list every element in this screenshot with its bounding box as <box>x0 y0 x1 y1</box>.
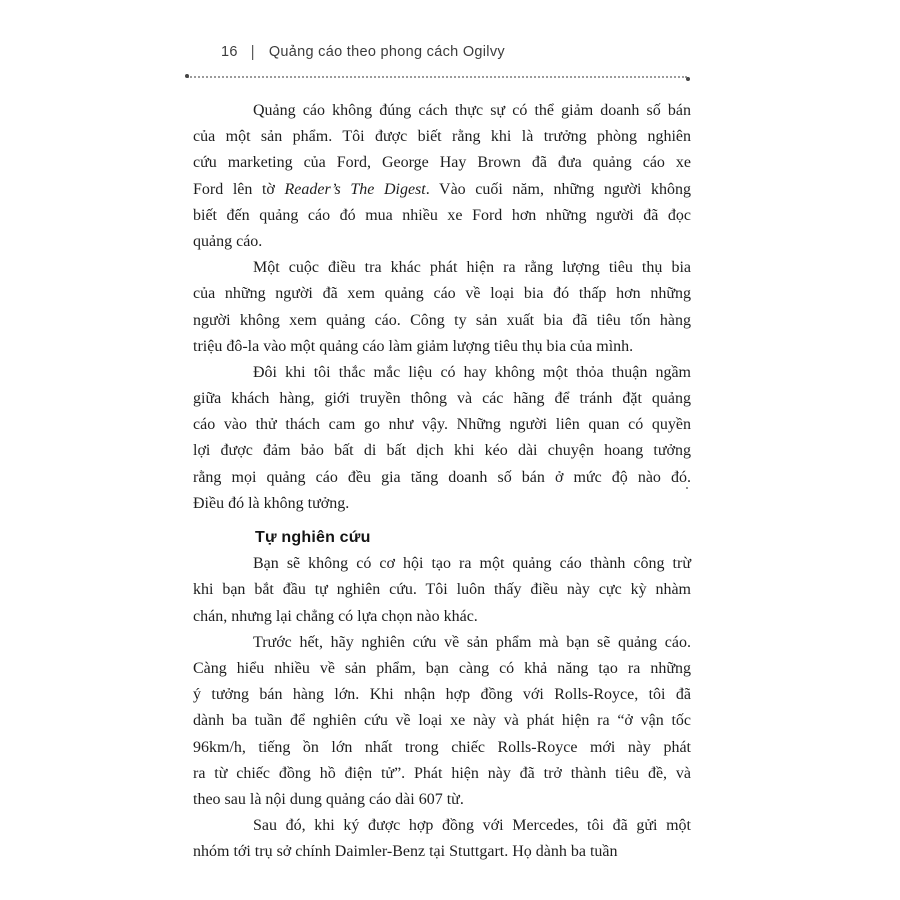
text-line: dành ba tuần để nghiên cứu về loại xe này và phát hiện ra “ở vận tốc <box>193 712 691 730</box>
text-line: Quảng cáo không đúng cách thực sự có thể giảm doanh số bán <box>253 102 691 119</box>
page-number: 16 <box>221 44 238 60</box>
text-line: Ford lên tờ Reader’s The Digest. Vào cuối năm, những người không <box>193 180 691 198</box>
text-line: Đôi khi tôi thắc mắc liệu có hay không một thỏa thuận ngầm <box>253 363 691 381</box>
text-line: nhóm tới trụ sở chính Daimler-Benz tại Stuttgart. Họ dành ba tuần <box>193 843 618 861</box>
running-header <box>221 44 505 60</box>
text-line: ra từ chiếc đồng hồ điện tử”. Phát hiện này đã trở thành tiêu đề, và <box>193 764 691 782</box>
body-text <box>193 98 691 865</box>
italic-book-title: Reader’s The Digest <box>284 180 426 198</box>
text-line: khi bạn bắt đầu tự nghiên cứu. Tôi luôn thấy điều này cực kỳ nhàm <box>193 581 691 599</box>
dotted-divider <box>187 76 687 78</box>
section-heading: Tự nghiên cứu <box>255 529 371 546</box>
text-line: chán, nhưng lại chẳng có lựa chọn nào khác. <box>193 607 478 625</box>
text-line: cứu marketing của Ford, George Hay Brown đã đưa quảng cáo xe <box>193 154 691 172</box>
text-line: cáo vào thử thách cam go như vậy. Những người liên quan có quyền <box>193 416 691 434</box>
paragraph <box>193 255 691 360</box>
text-line: 96km/h, tiếng ồn lớn nhất trong chiếc Rolls-Royce mới này phát <box>193 738 691 756</box>
text-line: ý tưởng bán hàng lớn. Khi nhận hợp đồng với Rolls-Royce, tôi đã <box>193 686 691 704</box>
text-line: Càng hiểu nhiều về sản phẩm, bạn càng có khả năng tạo ra những <box>193 659 691 677</box>
paragraph <box>193 551 691 630</box>
text-line: Một cuộc điều tra khác phát hiện ra rằng lượng tiêu thụ bia <box>253 259 691 277</box>
text-line: biết đến quảng cáo đó mua nhiều xe Ford hơn những người đã đọc <box>193 206 691 224</box>
scan-speck <box>686 487 688 489</box>
text-line: Trước hết, hãy nghiên cứu về sản phẩm mà bạn sẽ quảng cáo. <box>253 633 691 651</box>
text-line: người không xem quảng cáo. Công ty sản xuất bia đã tiêu tốn hàng <box>193 311 691 329</box>
paragraph <box>193 813 691 865</box>
paragraph <box>193 98 691 255</box>
text-line: lợi được đảm bảo bất di bất dịch khi kéo dài chuyện hoang tưởng <box>193 442 691 460</box>
divider-end-dot-right <box>686 77 690 81</box>
text-line: Bạn sẽ không có cơ hội tạo ra một quảng cáo thành công trừ <box>253 555 691 573</box>
text-line: quảng cáo. <box>193 232 263 250</box>
text-line: triệu đô-la vào một quảng cáo làm giảm lượng tiêu thụ bia của mình. <box>193 337 634 355</box>
text-line: rằng mọi quảng cáo đều gia tăng doanh số bán ở mức độ nào đó. <box>193 468 691 486</box>
paragraph <box>193 360 691 517</box>
text-line: Sau đó, khi ký được hợp đồng với Mercedes, tôi đã gửi một <box>253 817 691 835</box>
text-line: của một sản phẩm. Tôi được biết rằng khi là trưởng phòng nghiên <box>193 128 691 146</box>
text-line: theo sau là nội dung quảng cáo dài 607 từ. <box>193 790 464 808</box>
text-line: Điều đó là không tưởng. <box>193 494 350 512</box>
text-line: giữa khách hàng, giới truyền thông và các hãng để tránh đặt quảng <box>193 390 691 408</box>
divider-end-dot-left <box>185 74 189 78</box>
running-title: Quảng cáo theo phong cách Ogilvy <box>268 44 505 60</box>
header-divider-bar: | <box>250 43 255 61</box>
text-line: của những người đã xem quảng cáo về loại bia đó thấp hơn những <box>193 285 691 303</box>
paragraph <box>193 630 691 813</box>
